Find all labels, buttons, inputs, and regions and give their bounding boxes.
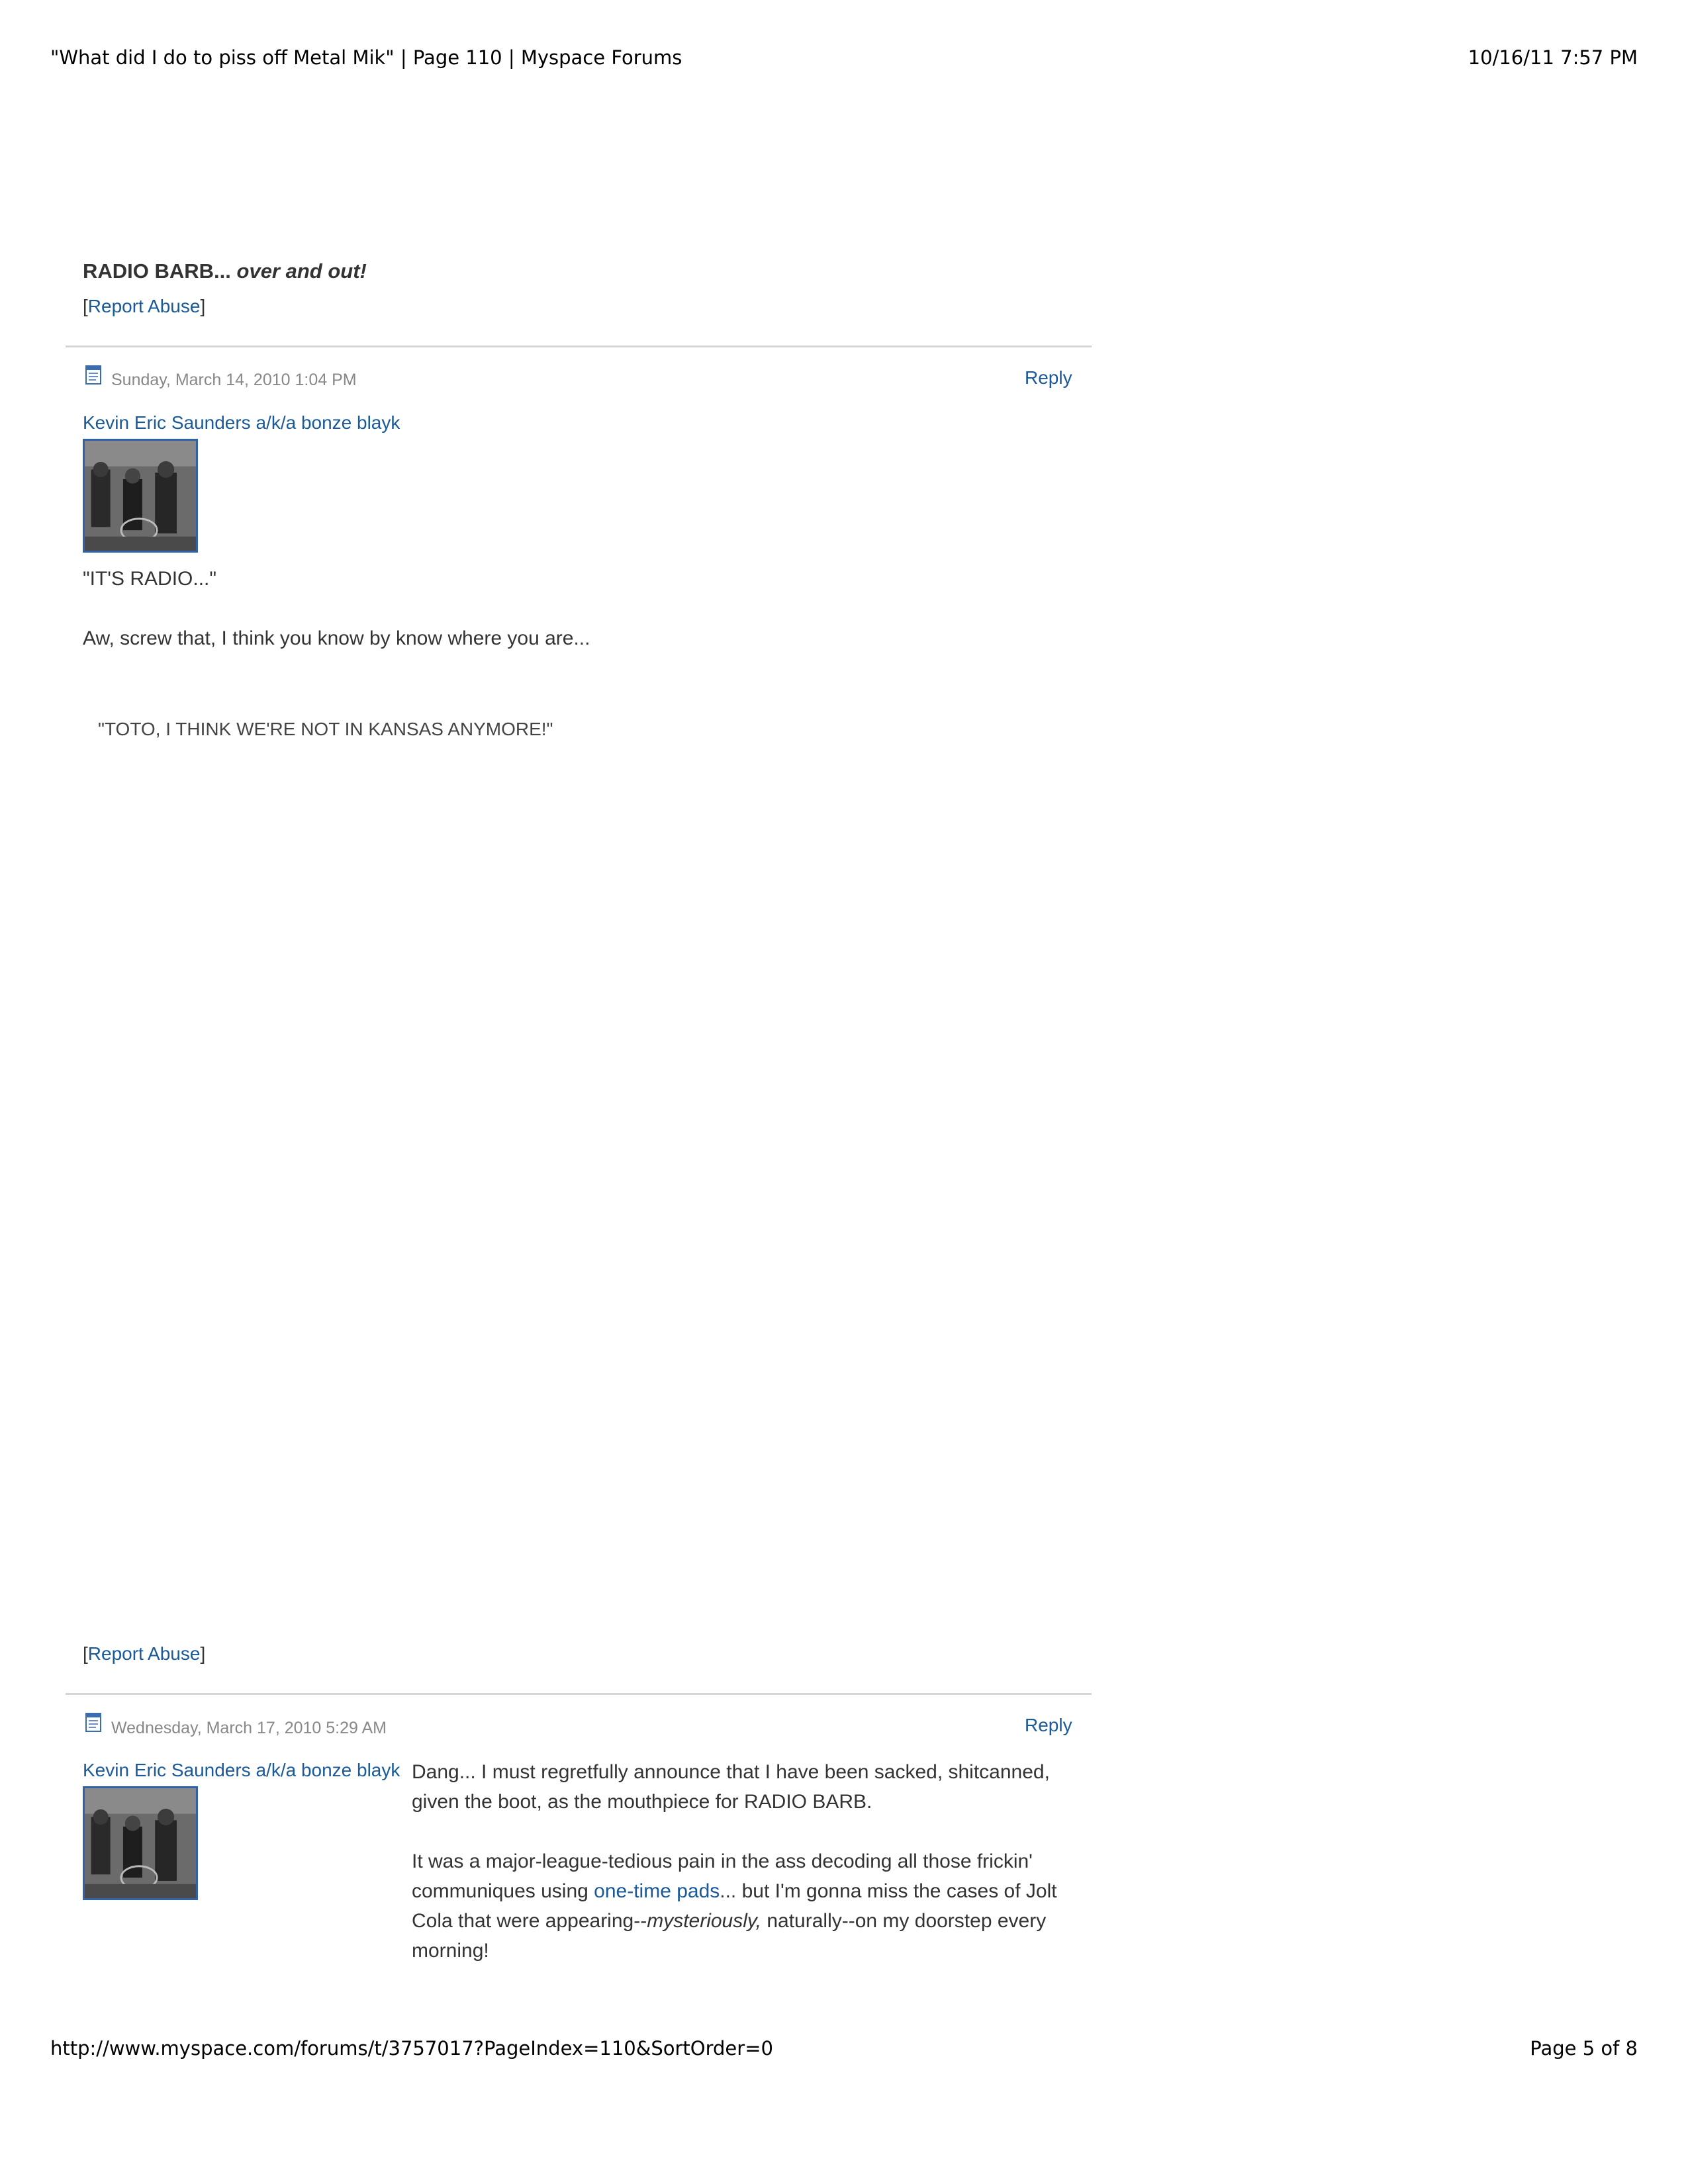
reply-link[interactable]: Reply bbox=[1025, 1715, 1072, 1735]
print-title: "What did I do to piss off Metal Mik" | Page 110 | Myspace Forums bbox=[50, 46, 682, 69]
post-date: Sunday, March 14, 2010 1:04 PM bbox=[111, 371, 357, 389]
reply-link[interactable]: Reply bbox=[1025, 367, 1072, 388]
print-page-number: Page 5 of 8 bbox=[1530, 2037, 1638, 2060]
post-divider bbox=[66, 1693, 1092, 1695]
closing-bold: RADIO BARB... bbox=[83, 259, 231, 283]
post-date: Wednesday, March 17, 2010 5:29 AM bbox=[111, 1719, 387, 1737]
post-divider bbox=[66, 345, 1092, 347]
band-photo-avatar bbox=[85, 1788, 196, 1898]
print-url: http://www.myspace.com/forums/t/3757017?PageIndex=110&SortOrder=0 bbox=[50, 2037, 773, 2060]
author-avatar[interactable] bbox=[83, 439, 198, 553]
print-datetime: 10/16/11 7:57 PM bbox=[1468, 46, 1638, 69]
author-link[interactable]: Kevin Eric Saunders a/k/a bonze blayk bbox=[83, 412, 400, 433]
message-paragraph-2: It was a major-league-tedious pain in the ass decoding all those frickin' communiques using one-time pads... but I'm gonna miss the cases of Jolt Cola that were appearing--mysteriously, naturally--on my doorstep every morning! bbox=[412, 1850, 1057, 1962]
post-message bbox=[412, 1757, 1080, 1995]
one-time-pads-link[interactable]: one-time pads bbox=[594, 1880, 720, 1902]
author-link[interactable]: Kevin Eric Saunders a/k/a bonze blayk bbox=[83, 1760, 400, 1780]
report-abuse-link[interactable]: Report Abuse bbox=[87, 296, 201, 316]
post-quote: "TOTO, I THINK WE'RE NOT IN KANSAS ANYMORE!" bbox=[98, 719, 553, 739]
report-abuse-post2: [Report Abuse] bbox=[83, 1643, 206, 1664]
post-line-1: "IT'S RADIO..." bbox=[83, 568, 217, 590]
print-footer bbox=[50, 2037, 1638, 2060]
report-abuse-link[interactable]: Report Abuse bbox=[87, 1643, 201, 1664]
document-icon bbox=[85, 365, 103, 385]
author-avatar[interactable] bbox=[83, 1786, 198, 1900]
post-line-2: Aw, screw that, I think you know by know where you are... bbox=[83, 627, 590, 649]
report-abuse-post1: [Report Abuse] bbox=[83, 296, 206, 316]
message-paragraph-1: Dang... I must regretfully announce that I have been sacked, shitcanned, given the boot, as the mouthpiece for RADIO BARB. bbox=[412, 1761, 1050, 1813]
document-icon bbox=[85, 1713, 103, 1733]
print-header bbox=[50, 46, 1638, 69]
band-photo-avatar bbox=[85, 441, 196, 551]
closing-italic: over and out! bbox=[236, 259, 367, 283]
post-closing-line bbox=[83, 259, 367, 283]
